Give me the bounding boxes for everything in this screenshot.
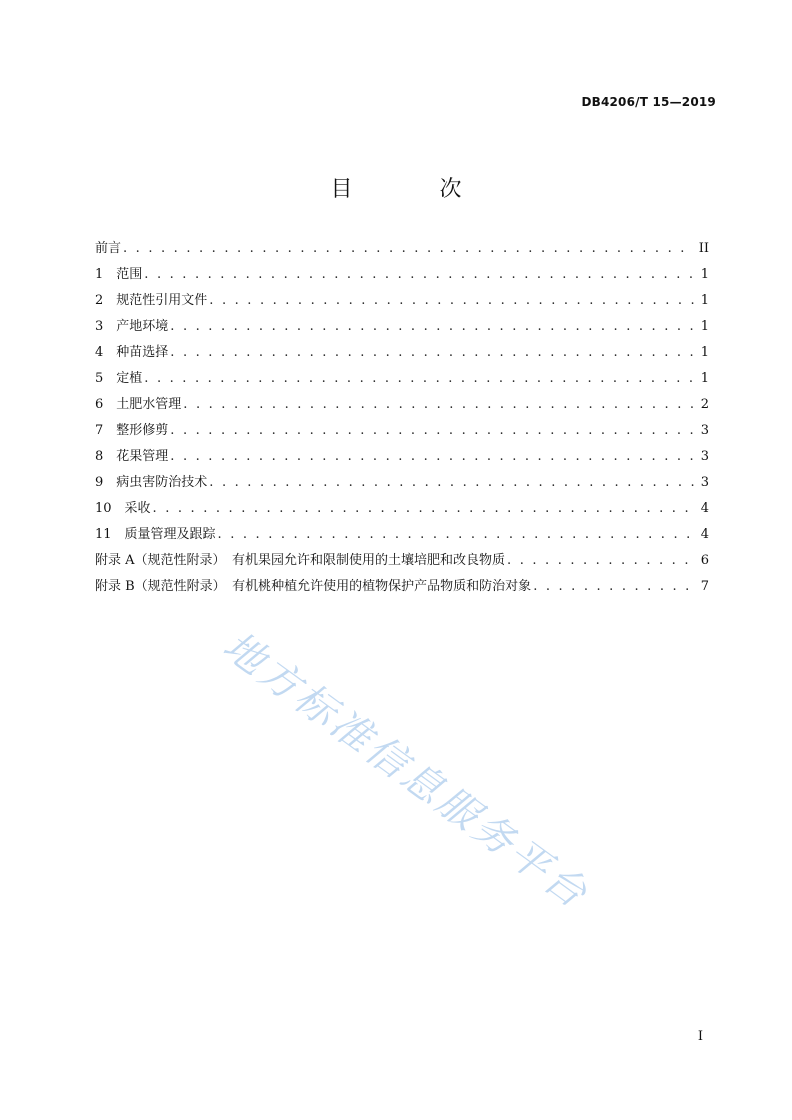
toc-entry-appendix-a[interactable] [95, 548, 709, 574]
toc-entry-label: 9 病虫害防治技术 [95, 475, 208, 490]
table-of-contents [95, 236, 709, 600]
toc-entry-harvest[interactable] [95, 496, 709, 522]
toc-entry-page: 2 [700, 397, 709, 412]
dot-leader [123, 236, 693, 262]
document-code: DB4206/T 15—2019 [581, 95, 716, 109]
toc-entry-page: 7 [700, 579, 709, 594]
toc-entry-label: 前言 [95, 241, 122, 256]
toc-entry-label: 4 种苗选择 [95, 345, 169, 360]
dot-leader [533, 574, 695, 600]
toc-entry-production-environment[interactable] [95, 314, 709, 340]
toc-entry-pruning[interactable] [95, 418, 709, 444]
toc-entry-label: 5 定植 [95, 371, 143, 386]
page-number: I [697, 1029, 703, 1044]
dot-leader [170, 340, 694, 366]
watermark: 地方标准信息服务平台 [214, 622, 598, 919]
dot-leader [183, 392, 694, 418]
toc-entry-scope[interactable] [95, 262, 709, 288]
dot-leader [209, 288, 694, 314]
toc-entry-page: 6 [700, 553, 709, 568]
toc-entry-page: 3 [700, 449, 709, 464]
toc-entry-label: 8 花果管理 [95, 449, 169, 464]
toc-entry-page: 1 [700, 267, 709, 282]
toc-entry-soil-fertilizer-water[interactable] [95, 392, 709, 418]
toc-entry-page: 4 [700, 527, 709, 542]
toc-entry-page: 1 [700, 319, 709, 334]
dot-leader [209, 470, 694, 496]
toc-title: 目 次 [330, 177, 502, 202]
dot-leader [144, 366, 694, 392]
toc-entry-page: 4 [700, 501, 709, 516]
toc-entry-label: 11 质量管理及跟踪 [95, 527, 216, 542]
toc-entry-label: 6 土肥水管理 [95, 397, 182, 412]
toc-entry-normative-references[interactable] [95, 288, 709, 314]
toc-entry-pest-control[interactable] [95, 470, 709, 496]
toc-entry-appendix-b[interactable] [95, 574, 709, 600]
toc-entry-planting[interactable] [95, 366, 709, 392]
toc-entry-page: 3 [700, 423, 709, 438]
dot-leader [218, 522, 695, 548]
dot-leader [170, 418, 694, 444]
toc-entry-seedling-selection[interactable] [95, 340, 709, 366]
toc-entry-label: 10 采收 [95, 501, 151, 516]
dot-leader [153, 496, 695, 522]
dot-leader [144, 262, 694, 288]
toc-entry-page: II [698, 241, 709, 256]
toc-entry-page: 1 [700, 345, 709, 360]
toc-entry-label: 1 范围 [95, 267, 143, 282]
toc-entry-flower-fruit[interactable] [95, 444, 709, 470]
toc-entry-page: 1 [700, 293, 709, 308]
toc-entry-foreword[interactable] [95, 236, 709, 262]
dot-leader [170, 314, 694, 340]
toc-entry-label: 7 整形修剪 [95, 423, 169, 438]
dot-leader [170, 444, 694, 470]
toc-entry-page: 1 [700, 371, 709, 386]
toc-entry-quality-management[interactable] [95, 522, 709, 548]
toc-entry-label: 附录 B（规范性附录） 有机桃种植允许使用的植物保护产品物质和防治对象 [95, 579, 532, 594]
toc-entry-label: 2 规范性引用文件 [95, 293, 208, 308]
toc-entry-label: 3 产地环境 [95, 319, 169, 334]
dot-leader [507, 548, 695, 574]
toc-entry-page: 3 [700, 475, 709, 490]
toc-entry-label: 附录 A（规范性附录） 有机果园允许和限制使用的土壤培肥和改良物质 [95, 553, 506, 568]
